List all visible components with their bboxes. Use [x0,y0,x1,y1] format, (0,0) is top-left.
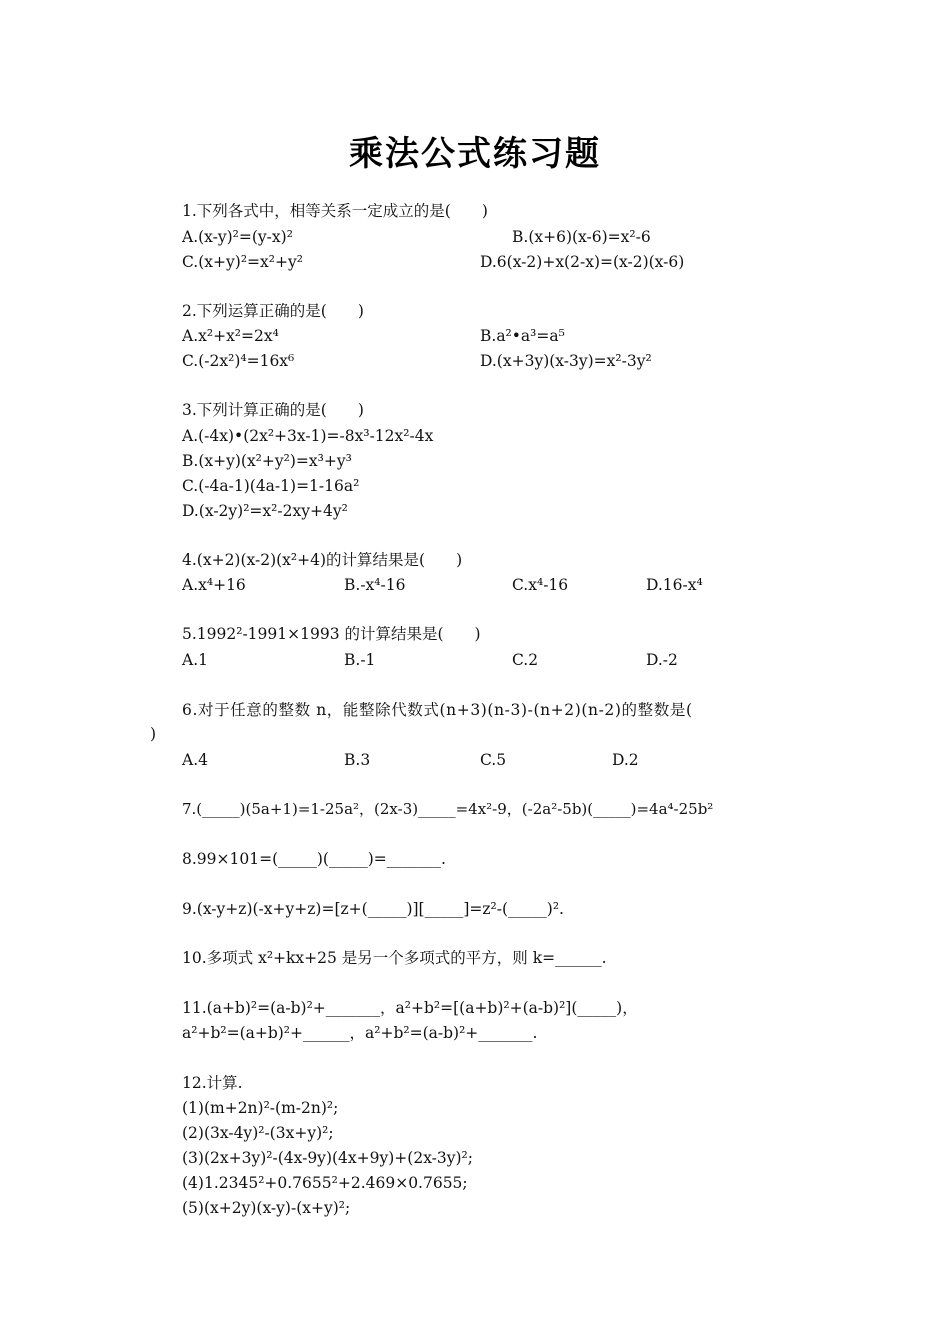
q6-option-b: B.3 [344,751,371,769]
q1-stem: 1.下列各式中，相等关系一定成立的是( ) [182,202,488,220]
q5-option-a: A.1 [182,651,208,669]
q4-stem: 4.(x+2)(x-2)(x²+4)的计算结果是( ) [182,551,463,569]
q4-option-a: A.x⁴+16 [182,576,246,594]
q12-stem: 12.计算. [182,1074,243,1092]
q3-option-b: B.(x+y)(x²+y²)=x³+y³ [182,452,352,470]
q4-option-d: D.16-x⁴ [646,576,703,594]
q3-stem: 3.下列计算正确的是( ) [182,401,364,419]
q11-line-1: 11.(a+b)²=(a-b)²+_______，a²+b²=[(a+b)²+(a-b)²](_____)， [182,999,638,1017]
q10-fill-blank: 10.多项式 x²+kx+25 是另一个多项式的平方，则 k=______. [182,949,607,967]
q9-fill-blank: 9.(x-y+z)(-x+y+z)=[z+(_____)][_____]=z²-(_____)². [182,900,564,918]
q12-item-5: (5)(x+2y)(x-y)-(x+y)²; [182,1199,351,1217]
q6-stem-continued: ) [150,725,157,743]
q6-option-c: C.5 [480,751,507,769]
q5-option-c: C.2 [512,651,539,669]
q5-option-d: D.-2 [646,651,678,669]
q8-fill-blank: 8.99×101=(_____)(_____)=_______. [182,850,446,868]
q2-option-c: C.(-2x²)⁴=16x⁶ [182,352,295,370]
q12-item-4: (4)1.2345²+0.7655²+2.469×0.7655; [182,1174,468,1192]
q5-stem: 5.1992²-1991×1993 的计算结果是( ) [182,625,481,643]
q4-option-c: C.x⁴-16 [512,576,569,594]
q4-option-b: B.-x⁴-16 [344,576,406,594]
q5-option-b: B.-1 [344,651,376,669]
q1-option-b: B.(x+6)(x-6)=x²-6 [512,228,651,246]
q3-option-a: A.(-4x)•(2x²+3x-1)=-8x³-12x²-4x [182,427,434,445]
q1-option-a: A.(x-y)²=(y-x)² [182,228,293,246]
q2-stem: 2.下列运算正确的是( ) [182,302,364,320]
q7-fill-blank: 7.(_____)(5a+1)=1-25a²，(2x-3)_____=4x²-9，(-2a²-5b)(_____)=4a⁴-25b² [182,800,714,818]
q6-option-a: A.4 [182,751,208,769]
q2-option-d: D.(x+3y)(x-3y)=x²-3y² [480,352,652,370]
q2-option-a: A.x²+x²=2x⁴ [182,327,279,345]
q12-item-2: (2)(3x-4y)²-(3x+y)²; [182,1124,334,1142]
q12-item-1: (1)(m+2n)²-(m-2n)²; [182,1099,339,1117]
q6-stem: 6.对于任意的整数 n，能整除代数式(n+3)(n-3)-(n+2)(n-2)的整数是( [182,701,693,719]
page-title: 乘法公式练习题 [349,134,601,174]
q3-option-c: C.(-4a-1)(4a-1)=1-16a² [182,477,360,495]
q1-option-d: D.6(x-2)+x(2-x)=(x-2)(x-6) [480,253,685,271]
q2-option-b: B.a²•a³=a⁵ [480,327,565,345]
q6-option-d: D.2 [612,751,639,769]
q1-option-c: C.(x+y)²=x²+y² [182,253,303,271]
q11-line-2: a²+b²=(a+b)²+______，a²+b²=(a-b)²+_______. [182,1024,538,1042]
q3-option-d: D.(x-2y)²=x²-2xy+4y² [182,502,348,520]
q12-item-3: (3)(2x+3y)²-(4x-9y)(4x+9y)+(2x-3y)²; [182,1149,473,1167]
